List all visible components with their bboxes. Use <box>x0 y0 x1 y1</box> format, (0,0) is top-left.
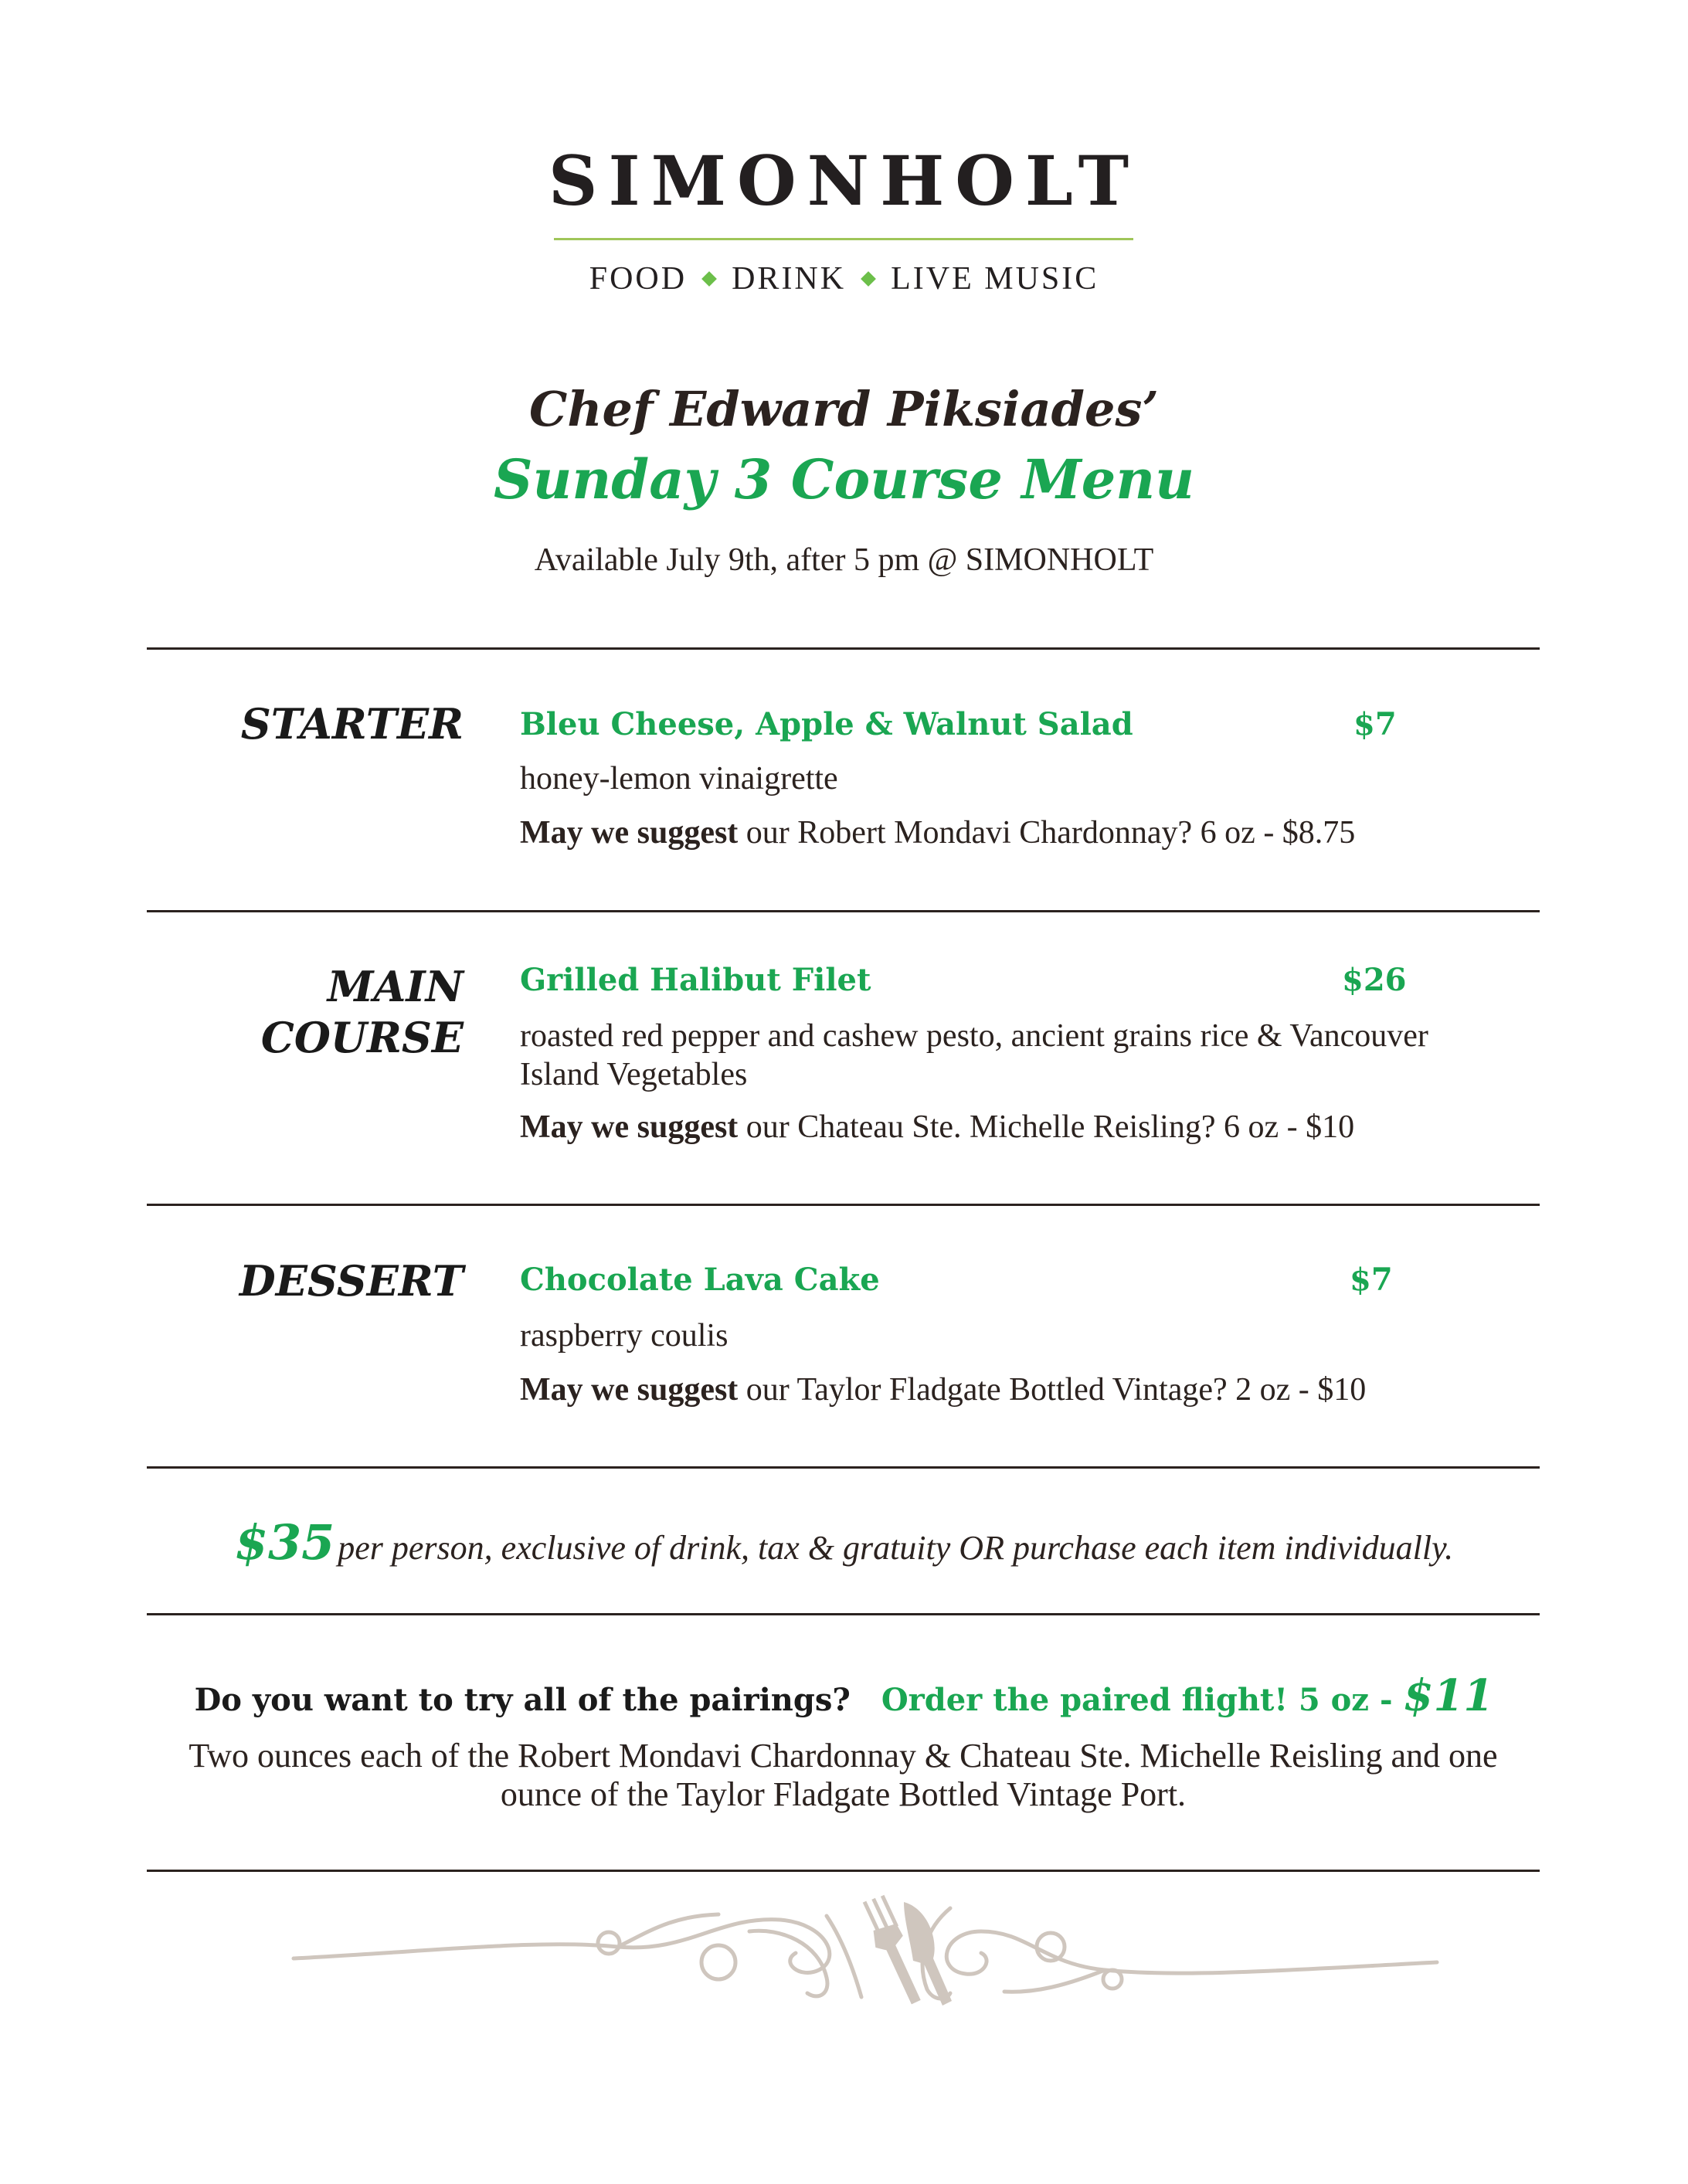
suggest-lead: May we suggest <box>520 1372 739 1408</box>
course-label-line: COURSE <box>260 1013 464 1062</box>
divider <box>147 647 1540 650</box>
divider <box>147 1870 1540 1872</box>
course-label-main <box>261 961 464 1063</box>
dish-name-main: Grilled Halibut Filet <box>520 962 871 998</box>
flight-question: Do you want to try all of the pairings? <box>194 1682 851 1718</box>
dish-price-main: $26 <box>1342 962 1407 998</box>
flight-offer-line <box>0 1670 1688 1721</box>
course-label-line: STARTER <box>240 699 464 749</box>
brand-underline <box>554 238 1133 240</box>
tagline-drink: DRINK <box>732 261 847 297</box>
dish-description-starter: honey-lemon vinaigrette <box>520 761 838 796</box>
dish-description-main: roasted red pepper and cashew pesto, ancient grains rice & Vancouver Island Vegetables <box>520 1018 1428 1092</box>
course-label-dessert <box>239 1255 464 1306</box>
suggest-lead: May we suggest <box>520 1109 739 1145</box>
dish-description-dessert: raspberry coulis <box>520 1318 729 1354</box>
divider <box>147 1466 1540 1469</box>
wine-suggestion-main <box>520 1108 1354 1146</box>
tagline <box>0 260 1688 298</box>
flight-offer: Order the paired flight! 5 oz - <box>881 1682 1404 1718</box>
set-price-line <box>0 1514 1688 1571</box>
menu-title: Sunday 3 Course Menu <box>493 447 1195 511</box>
flight-description: Two ounces each of the Robert Mondavi Chardonnay & Chateau Ste. Michelle Reisling and one ounce of the Taylor Fladgate Bottled Vintage Port. <box>188 1737 1498 1813</box>
divider <box>147 1204 1540 1206</box>
brand-logo: SIMONHOLT <box>548 141 1140 221</box>
availability: Available July 9th, after 5 pm @ SIMONHOLT <box>534 542 1154 578</box>
diamond-icon <box>861 271 876 287</box>
dish-price-starter: $7 <box>1353 706 1397 742</box>
set-price-note: per person, exclusive of drink, tax & gratuity OR purchase each item individually. <box>338 1529 1454 1567</box>
suggest-text: our Robert Mondavi Chardonnay? 6 oz - $8.75 <box>738 815 1356 851</box>
suggest-text: our Taylor Fladgate Bottled Vintage? 2 oz - $10 <box>738 1372 1367 1408</box>
tagline-live-music: LIVE MUSIC <box>891 261 1099 297</box>
course-label-line: DESSERT <box>239 1256 464 1306</box>
course-label-line: MAIN <box>327 962 464 1011</box>
dish-name-starter: Bleu Cheese, Apple & Walnut Salad <box>520 706 1133 742</box>
dish-name-dessert: Chocolate Lava Cake <box>520 1262 880 1298</box>
divider <box>147 1613 1540 1615</box>
diamond-icon <box>701 271 717 287</box>
suggest-text: our Chateau Ste. Michelle Reisling? 6 oz - $10 <box>738 1109 1355 1145</box>
wine-suggestion-starter <box>520 813 1355 852</box>
divider <box>147 910 1540 912</box>
dish-price-dessert: $7 <box>1350 1262 1393 1298</box>
fork-knife-flourish-icon <box>286 1885 1445 2009</box>
course-label-starter <box>241 698 464 749</box>
tagline-food: FOOD <box>589 261 688 297</box>
chef-name: Chef Edward Piksiades’ <box>529 381 1159 437</box>
suggest-lead: May we suggest <box>520 815 739 851</box>
flight-price: $11 <box>1403 1670 1494 1721</box>
set-price: $35 <box>234 1514 335 1571</box>
wine-suggestion-dessert <box>520 1371 1366 1409</box>
